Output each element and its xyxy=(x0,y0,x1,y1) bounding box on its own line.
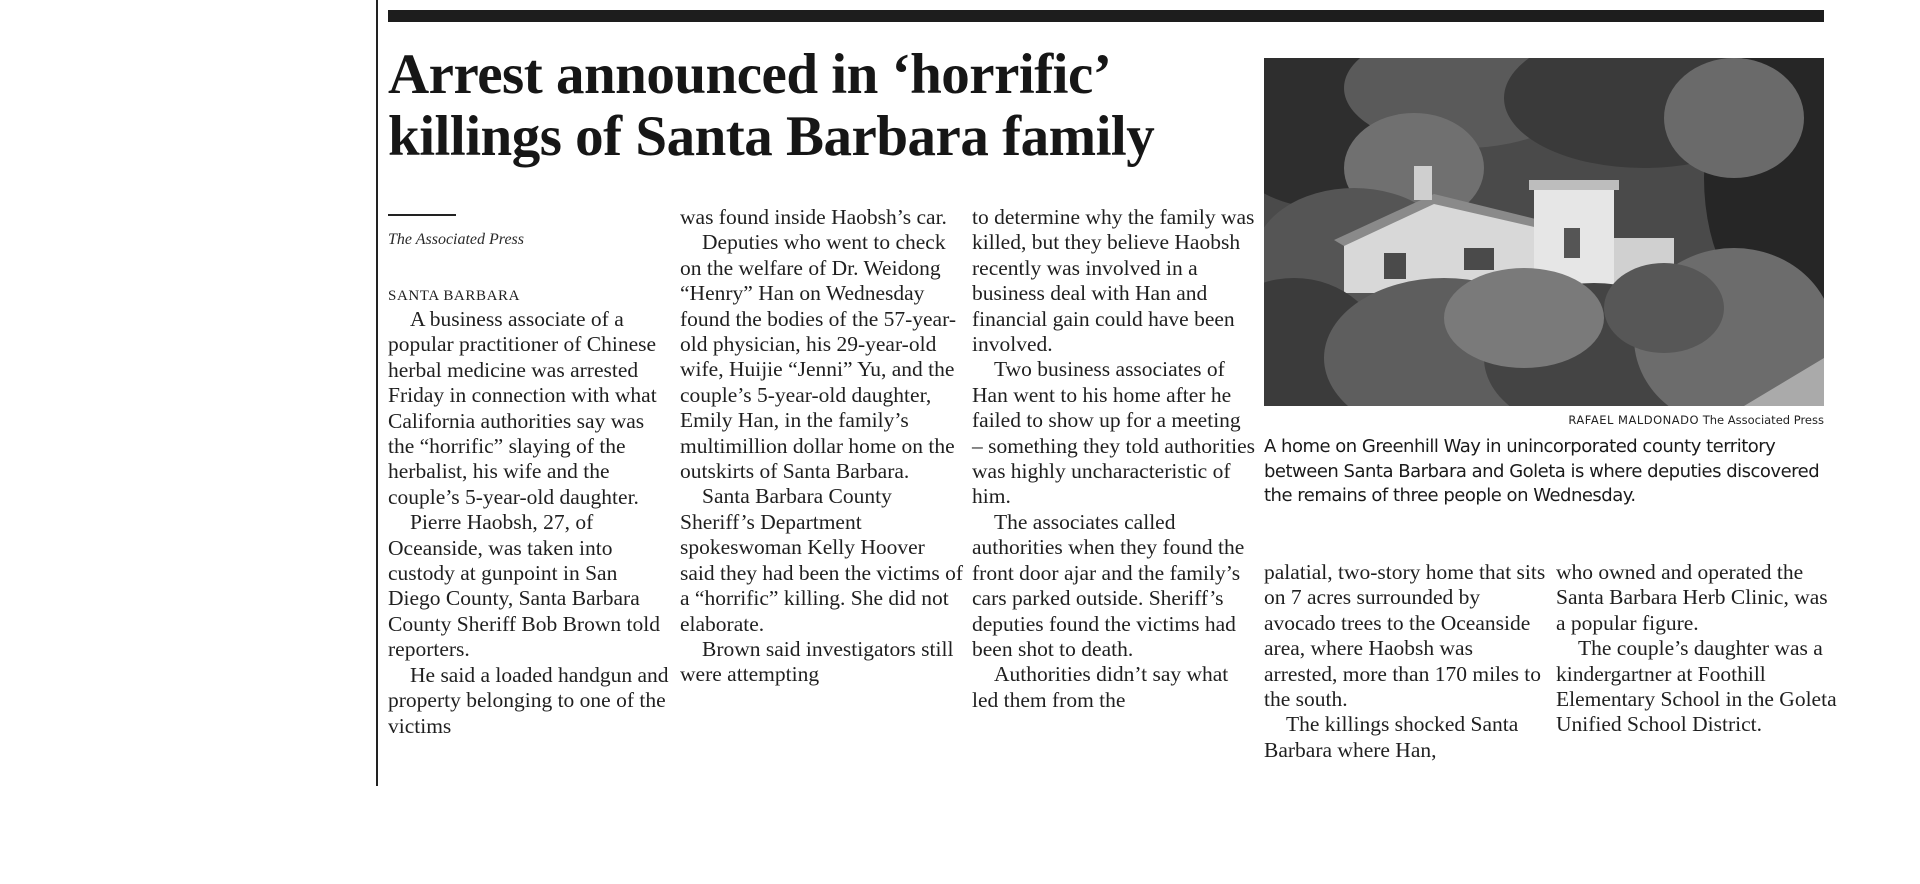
paragraph: The couple’s daughter was a kindergartner at Foothill Elementary School in the Goleta Unified School District. xyxy=(1556,636,1837,737)
paragraph: palatial, two-story home that sits on 7 acres surrounded by avocado trees to the Oceanside area, where Haobsh was arrested, more than 170 miles to the south. xyxy=(1264,560,1546,712)
paragraph: Two business associates of Han went to his home after he failed to show up for a meeting – something they told authorities was highly uncharacteristic of him. xyxy=(972,357,1256,509)
article-column-1 xyxy=(388,307,672,739)
photo-caption: A home on Greenhill Way in unincorporated county territory between Santa Barbara and Goleta is where deputies discovered the remains of three people on Wednesday. xyxy=(1264,436,1820,506)
paragraph: Santa Barbara County Sheriff’s Department spokeswoman Kelly Hoover said they had been the victims of a “horrific” killing. She did not elaborate. xyxy=(680,484,964,636)
photo-credit-org: The Associated Press xyxy=(1702,413,1824,427)
section-top-bar xyxy=(388,10,1824,22)
article-column-2 xyxy=(680,205,964,688)
house-photo-image xyxy=(1264,58,1824,406)
headline: Arrest announced in ‘horrific’ killings of Santa Barbara family xyxy=(388,43,1155,168)
photo-credit-name: RAFAEL MALDONADO xyxy=(1568,413,1700,427)
article-column-4 xyxy=(1264,560,1548,763)
paragraph: Deputies who went to check on the welfare of Dr. Weidong “Henry” Han on Wednesday found the bodies of the 57-year-old physician, his 29-year-old wife, Huijie “Jenni” Yu, and the couple’s 5-year-old daughter, Emily Han, in the family’s multimillion dollar home on the outskirts of Santa Barbara. xyxy=(680,230,956,484)
article-column-3 xyxy=(972,205,1256,713)
paragraph: Authorities didn’t say what led them from the xyxy=(972,662,1229,712)
dateline: SANTA BARBARA xyxy=(388,288,521,304)
page-margin-rule xyxy=(376,0,378,786)
house-photo xyxy=(1264,58,1824,406)
paragraph: He said a loaded handgun and property belonging to one of the victims xyxy=(388,662,669,738)
paragraph: Brown said investigators still were attempting xyxy=(680,636,954,687)
paragraph: A business associate of a popular practitioner of Chinese herbal medicine was arrested Friday in connection with what California authorities say was the “horrific” slaying of the herbalist, his wife and the couple’s 5-year-old daughter. xyxy=(388,307,657,509)
paragraph: who owned and operated the Santa Barbara Herb Clinic, was a popular figure. xyxy=(1556,560,1828,635)
byline-rule xyxy=(388,214,456,216)
paragraph: The associates called authorities when they found the front door ajar and the family’s cars parked outside. Sheriff’s deputies found the victims had been shot to death. xyxy=(972,509,1245,661)
photo-credit xyxy=(1568,413,1824,427)
paragraph: The killings shocked Santa Barbara where Han, xyxy=(1264,712,1519,762)
byline: The Associated Press xyxy=(388,231,524,248)
article-column-5 xyxy=(1556,560,1840,738)
paragraph: Pierre Haobsh, 27, of Oceanside, was taken into custody at gunpoint in San Diego County, Santa Barbara County Sheriff Bob Brown told reporters. xyxy=(388,510,660,662)
paragraph: was found inside Haobsh’s car. xyxy=(680,205,947,229)
paragraph: to determine why the family was killed, but they believe Haobsh recently was involved in a business deal with Han and financial gain could have been involved. xyxy=(972,205,1255,357)
